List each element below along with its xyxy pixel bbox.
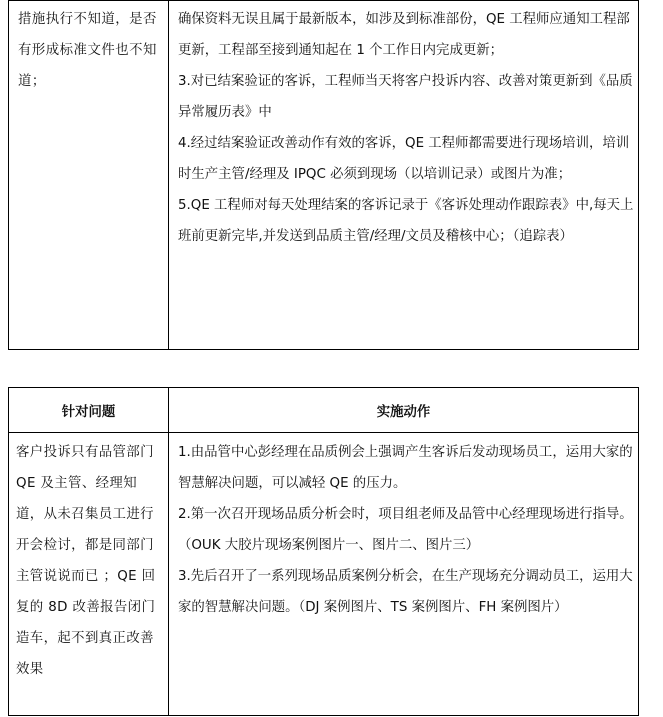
measure-paragraph: 4.经过结案验证改善动作有效的客诉，QE 工程师都需要进行现场培训，培训时生产主管/经理及 IPQC 必须到现场（以培训记录）或图片为准； [178, 136, 630, 182]
actions-cell [169, 433, 639, 716]
header-issue: 针对问题 [9, 388, 169, 433]
action-paragraph: 2.第一次召开现场品质分析会时，项目组老师及品管中心经理现场进行指导。（OUK 大胶片现场案例图片一、图片二、图片三） [178, 507, 633, 553]
action-paragraph: 3.先后召开了一系列现场品质案例分析会，在生产现场充分调动员工，运用大家的智慧解决问题。（DJ 案例图片、TS 案例图片、FH 案例图片） [178, 569, 633, 615]
table-row [9, 1, 639, 350]
issue-cell [9, 1, 169, 350]
header-action: 实施动作 [169, 388, 639, 433]
action-table [8, 387, 639, 716]
table-row [9, 433, 639, 716]
measures-table [8, 0, 639, 350]
issue-cell [9, 433, 169, 716]
table-header-row [9, 388, 639, 433]
measure-paragraph: 3.对已结案验证的客诉，工程师当天将客户投诉内容、改善对策更新到《品质异常履历表》中 [178, 74, 633, 120]
measures-cell [169, 1, 639, 350]
action-paragraph: 1.由品管中心彭经理在品质例会上强调产生客诉后发动现场员工，运用大家的智慧解决问题，可以减轻 QE 的压力。 [178, 445, 633, 491]
issue-text: 客户投诉只有品管部门 QE 及主管、经理知道，从未召集员工进行开会检讨，都是同部门主管说说而已 ；QE 回复的 8D 改善报告闭门造车，起不到真正改善效果 [16, 445, 156, 677]
issue-text: 措施执行不知道，是否有形成标准文件也不知道； [18, 12, 157, 89]
measure-paragraph: 确保资料无误且属于最新版本，如涉及到标准部份，QE 工程师应通知工程部更新，工程部至接到通知起在 1 个工作日内完成更新； [178, 12, 630, 58]
measure-paragraph: 5.QE 工程师对每天处理结案的客诉记录于《客诉处理动作跟踪表》中,每天上班前更新完毕,并发送到品质主管/经理/文员及稽核中心；（追踪表） [178, 198, 634, 244]
